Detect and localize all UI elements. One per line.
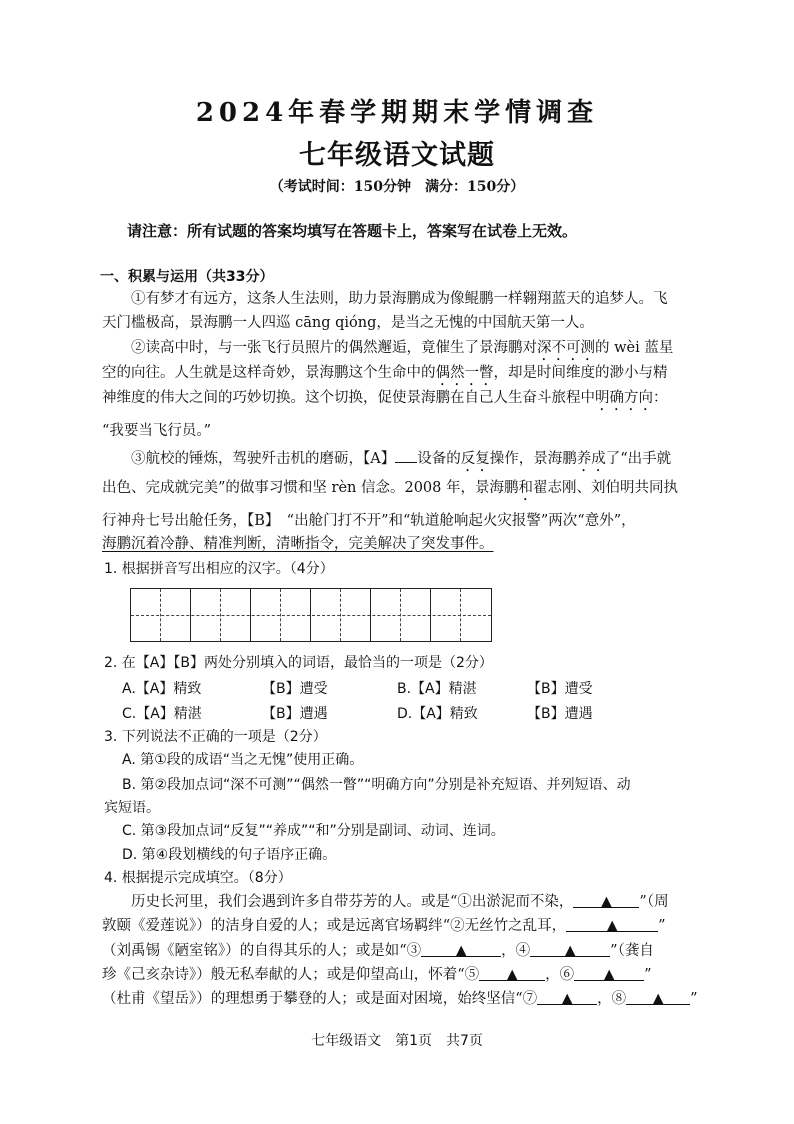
text: ”（龚自 (610, 943, 654, 959)
answer-blank: ▲ (626, 988, 690, 1005)
question-4-stem: 4. 根据提示完成填空。（8分） (104, 870, 292, 886)
grid-cell (431, 589, 491, 641)
answer-blank: ▲ (566, 915, 658, 932)
text: 历史长河里，我们会遇到许多自带芬芳的人。或是“①出淤泥而不染， (131, 894, 574, 910)
fill-line-5 (102, 988, 698, 1010)
option-a-part-2: 【B】遭受 (262, 681, 328, 697)
option-b-part-1: B.【A】精湛 (397, 681, 477, 697)
exam-info: （考试时间：150分钟 满分：150分） (269, 179, 525, 195)
text: 出色、完成就完美”的做事习惯和坚 rèn 信念。2008 年，景海鹏 (102, 480, 519, 496)
option-d-part-2: 【B】遭遇 (527, 706, 593, 722)
grid-guide (400, 589, 401, 641)
text: 翟志刚、刘伯明共同执 (533, 480, 678, 496)
fill-line-1 (131, 891, 669, 913)
option-c: C. 第③段加点词“反复”“养成”“和”分别是副词、动词、连词。 (122, 823, 505, 839)
paragraph-2-line-4: “我要当飞行员。” (102, 423, 212, 439)
text: ②读高中时，与一张飞行员照片的偶然邂逅，竟催生了景海鹏对 (131, 340, 537, 356)
text: ”（周 (639, 894, 669, 910)
fill-line-3 (102, 940, 654, 962)
paragraph-3-line-1 (131, 446, 671, 475)
answer-blank: ▲ (479, 964, 545, 981)
dotted-word: 养成 (576, 451, 606, 467)
text: ，⑧ (597, 991, 627, 1007)
paragraph-1-line-2: 天门槛极高，景海鹏一人四巡 cāng qióng，是当之无愧的中国航天第一人。 (102, 315, 594, 331)
text: 空的向往。人生就是这样奇妙，景海鹏这个生命中的 (102, 365, 436, 381)
question-1-stem: 1. 根据拼音写出相应的汉字。（4分） (104, 561, 334, 577)
text: ，⑥ (545, 967, 575, 983)
paragraph-1-line-1: ①有梦才有远方，这条人生法则，助力景海鹏成为像鲲鹏一样翱翔蓝天的追梦人。飞 (131, 291, 668, 307)
dotted-phrase: 深不可测 (537, 340, 595, 356)
text: 的 wèi 蓝星 (595, 340, 674, 356)
answer-blank: ▲ (573, 891, 639, 908)
option-d: D. 第④段划横线的句子语序正确。 (122, 847, 337, 863)
option-b-line-2: 宾短语。 (104, 800, 160, 816)
option-c-part-1: C.【A】精湛 (122, 706, 202, 722)
text: 敦颐《爱莲说》）的洁身自爱的人；或是远离官场羁绊“②无丝竹之乱耳， (102, 918, 567, 934)
answer-blank: ▲ (530, 940, 610, 957)
answer-blank: ▲ (421, 940, 501, 957)
text: 神维度的伟大之间的巧妙切换。这个切换，促使景海鹏在自己人生奋斗旅程中 (102, 390, 595, 406)
grid-cell (371, 589, 431, 641)
text: 了“出手就 (605, 451, 672, 467)
grid-guide (340, 589, 341, 641)
text: ” (644, 967, 652, 983)
dotted-word: 和 (518, 480, 533, 496)
paragraph-2-line-3 (102, 387, 668, 414)
fill-line-2 (102, 915, 666, 937)
fill-line-4 (102, 964, 652, 986)
text: ，却是时间维度的渺小与精 (493, 365, 668, 381)
page-footer: 七年级语文 第1页 共7页 (311, 1033, 483, 1049)
grid-guide (460, 589, 461, 641)
answer-grid (130, 588, 492, 642)
option-c-part-2: 【B】遭遇 (262, 706, 328, 722)
option-b-line-1: B. 第②段加点词“深不可测”“偶然一瞥”“明确方向”分别是补充短语、并列短语、动 (122, 777, 631, 793)
section-heading: 一、积累与运用（共33分） (100, 269, 274, 285)
text: ，④ (501, 943, 531, 959)
underlined-sentence: 海鹏沉着冷静、精准判断，清晰指令，完美解决了突发事件。 (102, 536, 494, 552)
exam-title: 2024年春学期期末学情调查 (195, 98, 599, 128)
text: 操作，景海鹏 (489, 451, 577, 467)
text: ” (658, 918, 666, 934)
grid-guide (280, 589, 281, 641)
text: （刘禹锡《陋室铭》）的自得其乐的人；或是如“③ (102, 943, 422, 959)
paragraph-2-line-2 (102, 362, 668, 389)
grid-guide (220, 589, 221, 641)
grid-guide (160, 589, 161, 641)
text: ” (690, 991, 698, 1007)
text: ③航校的锤炼，驾驶歼击机的磨砺，【A】 (131, 451, 396, 467)
blank-a (395, 446, 417, 463)
text: 设备的 (417, 451, 461, 467)
option-b-part-2: 【B】遭受 (527, 681, 593, 697)
grid-cell (191, 589, 251, 641)
dotted-word: 反复 (460, 451, 490, 467)
grid-cell (251, 589, 311, 641)
exam-subtitle: 七年级语文试题 (299, 140, 495, 171)
option-a: A. 第①段的成语“当之无愧”使用正确。 (122, 752, 364, 768)
notice: 请注意：所有试题的答案均填写在答题卡上，答案写在试卷上无效。 (127, 222, 578, 240)
text: （杜甫《望岳》）的理想勇于攀登的人；或是面对困境，始终坚信“⑦ (102, 991, 538, 1007)
dotted-phrase: 偶然一瞥 (435, 365, 494, 381)
text: 珍《己亥杂诗》）般无私奉献的人；或是仰望高山，怀着“⑤ (102, 967, 480, 983)
question-3-stem: 3. 下列说法不正确的一项是（2分） (104, 729, 327, 745)
grid-cell (311, 589, 371, 641)
paragraph-2-line-1 (131, 337, 673, 364)
question-2-stem: 2. 在【A】【B】两处分别填入的词语，最恰当的一项是（2分） (104, 655, 493, 671)
paragraph-3-line-3: 行神舟七号出舱任务，【B】 “出舱门打不开”和“轨道舱响起火灾报警”两次“意外”， (102, 513, 636, 529)
option-a-part-1: A.【A】精致 (122, 681, 202, 697)
answer-blank: ▲ (537, 988, 597, 1005)
dotted-phrase: 明确方向 (595, 390, 653, 406)
answer-blank: ▲ (574, 964, 644, 981)
paragraph-3-line-2 (102, 477, 678, 504)
option-d-part-1: D.【A】精致 (397, 706, 478, 722)
text: ： (653, 390, 668, 406)
grid-cell (131, 589, 191, 641)
